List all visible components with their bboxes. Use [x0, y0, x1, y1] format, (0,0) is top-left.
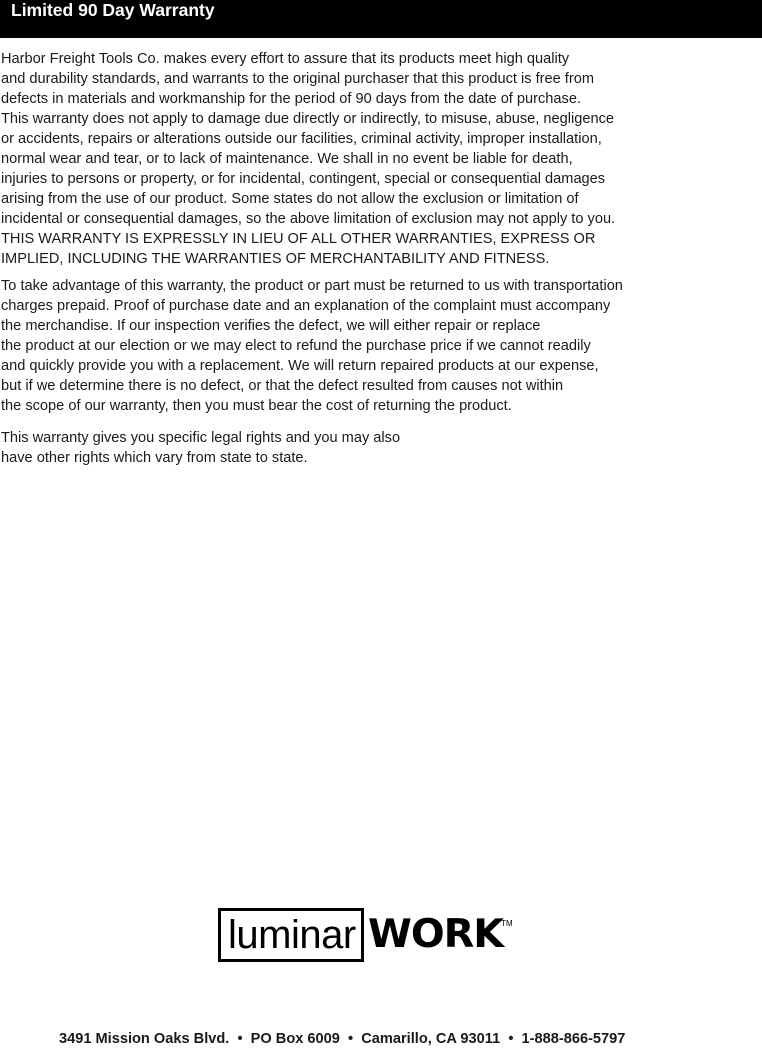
warranty-paragraph-rights: [0, 428, 762, 468]
text-line: or accidents, repairs or alterations outside our facilities, criminal activity, improper installation,: [1, 131, 602, 147]
text-line: IMPLIED, INCLUDING THE WARRANTIES OF MERCHANTABILITY AND FITNESS.: [1, 251, 550, 267]
warranty-title: Limited 90 Day Warranty: [11, 0, 215, 20]
text-line: This warranty gives you specific legal rights and you may also: [1, 430, 401, 446]
text-line: Harbor Freight Tools Co. makes every effort to assure that its products meet high quality: [1, 51, 570, 67]
text-line: THIS WARRANTY IS EXPRESSLY IN LIEU OF ALL OTHER WARRANTIES, EXPRESS OR: [1, 231, 596, 247]
brand-logo: [218, 908, 513, 964]
text-line: and quickly provide you with a replacement. We will return repaired products at our expense,: [1, 358, 599, 374]
text-line: incidental or consequential damages, so the above limitation of exclusion may not apply to you.: [1, 211, 616, 227]
footer-address: 3491 Mission Oaks Blvd. • PO Box 6009 • Camarillo, CA 93011 • 1-888-866-5797: [59, 1031, 626, 1047]
text-line: This warranty does not apply to damage due directly or indirectly, to misuse, abuse, negligence: [1, 111, 614, 127]
text-line: and durability standards, and warrants to the original purchaser that this product is free from: [1, 71, 594, 87]
text-line: defects in materials and workmanship for the period of 90 days from the date of purchase.: [1, 91, 582, 107]
logo-bold-word: WORK: [367, 912, 503, 957]
warranty-header-bar: [0, 0, 762, 38]
text-line: normal wear and tear, or to lack of maintenance. We shall in no event be liable for death,: [1, 151, 573, 167]
text-line: the scope of our warranty, then you must bear the cost of returning the product.: [1, 398, 512, 414]
text-line: charges prepaid. Proof of purchase date and an explanation of the complaint must accompany: [1, 298, 611, 314]
text-line: the merchandise. If our inspection verifies the defect, we will either repair or replace: [1, 318, 541, 334]
logo-trademark: TM: [501, 919, 513, 928]
text-line: To take advantage of this warranty, the product or part must be returned to us with transportation: [1, 278, 623, 294]
warranty-paragraph-claims: [0, 276, 762, 416]
text-line: but if we determine there is no defect, or that the defect resulted from causes not within: [1, 378, 564, 394]
text-line: the product at our election or we may elect to refund the purchase price if we cannot readily: [1, 338, 591, 354]
text-line: arising from the use of our product. Some states do not allow the exclusion or limitation of: [1, 191, 579, 207]
warranty-paragraph-terms: [0, 49, 762, 269]
text-line: have other rights which vary from state to state.: [1, 450, 308, 466]
text-line: injuries to persons or property, or for incidental, contingent, special or consequential damages: [1, 171, 606, 187]
logo-boxed-word: luminar: [218, 908, 364, 962]
